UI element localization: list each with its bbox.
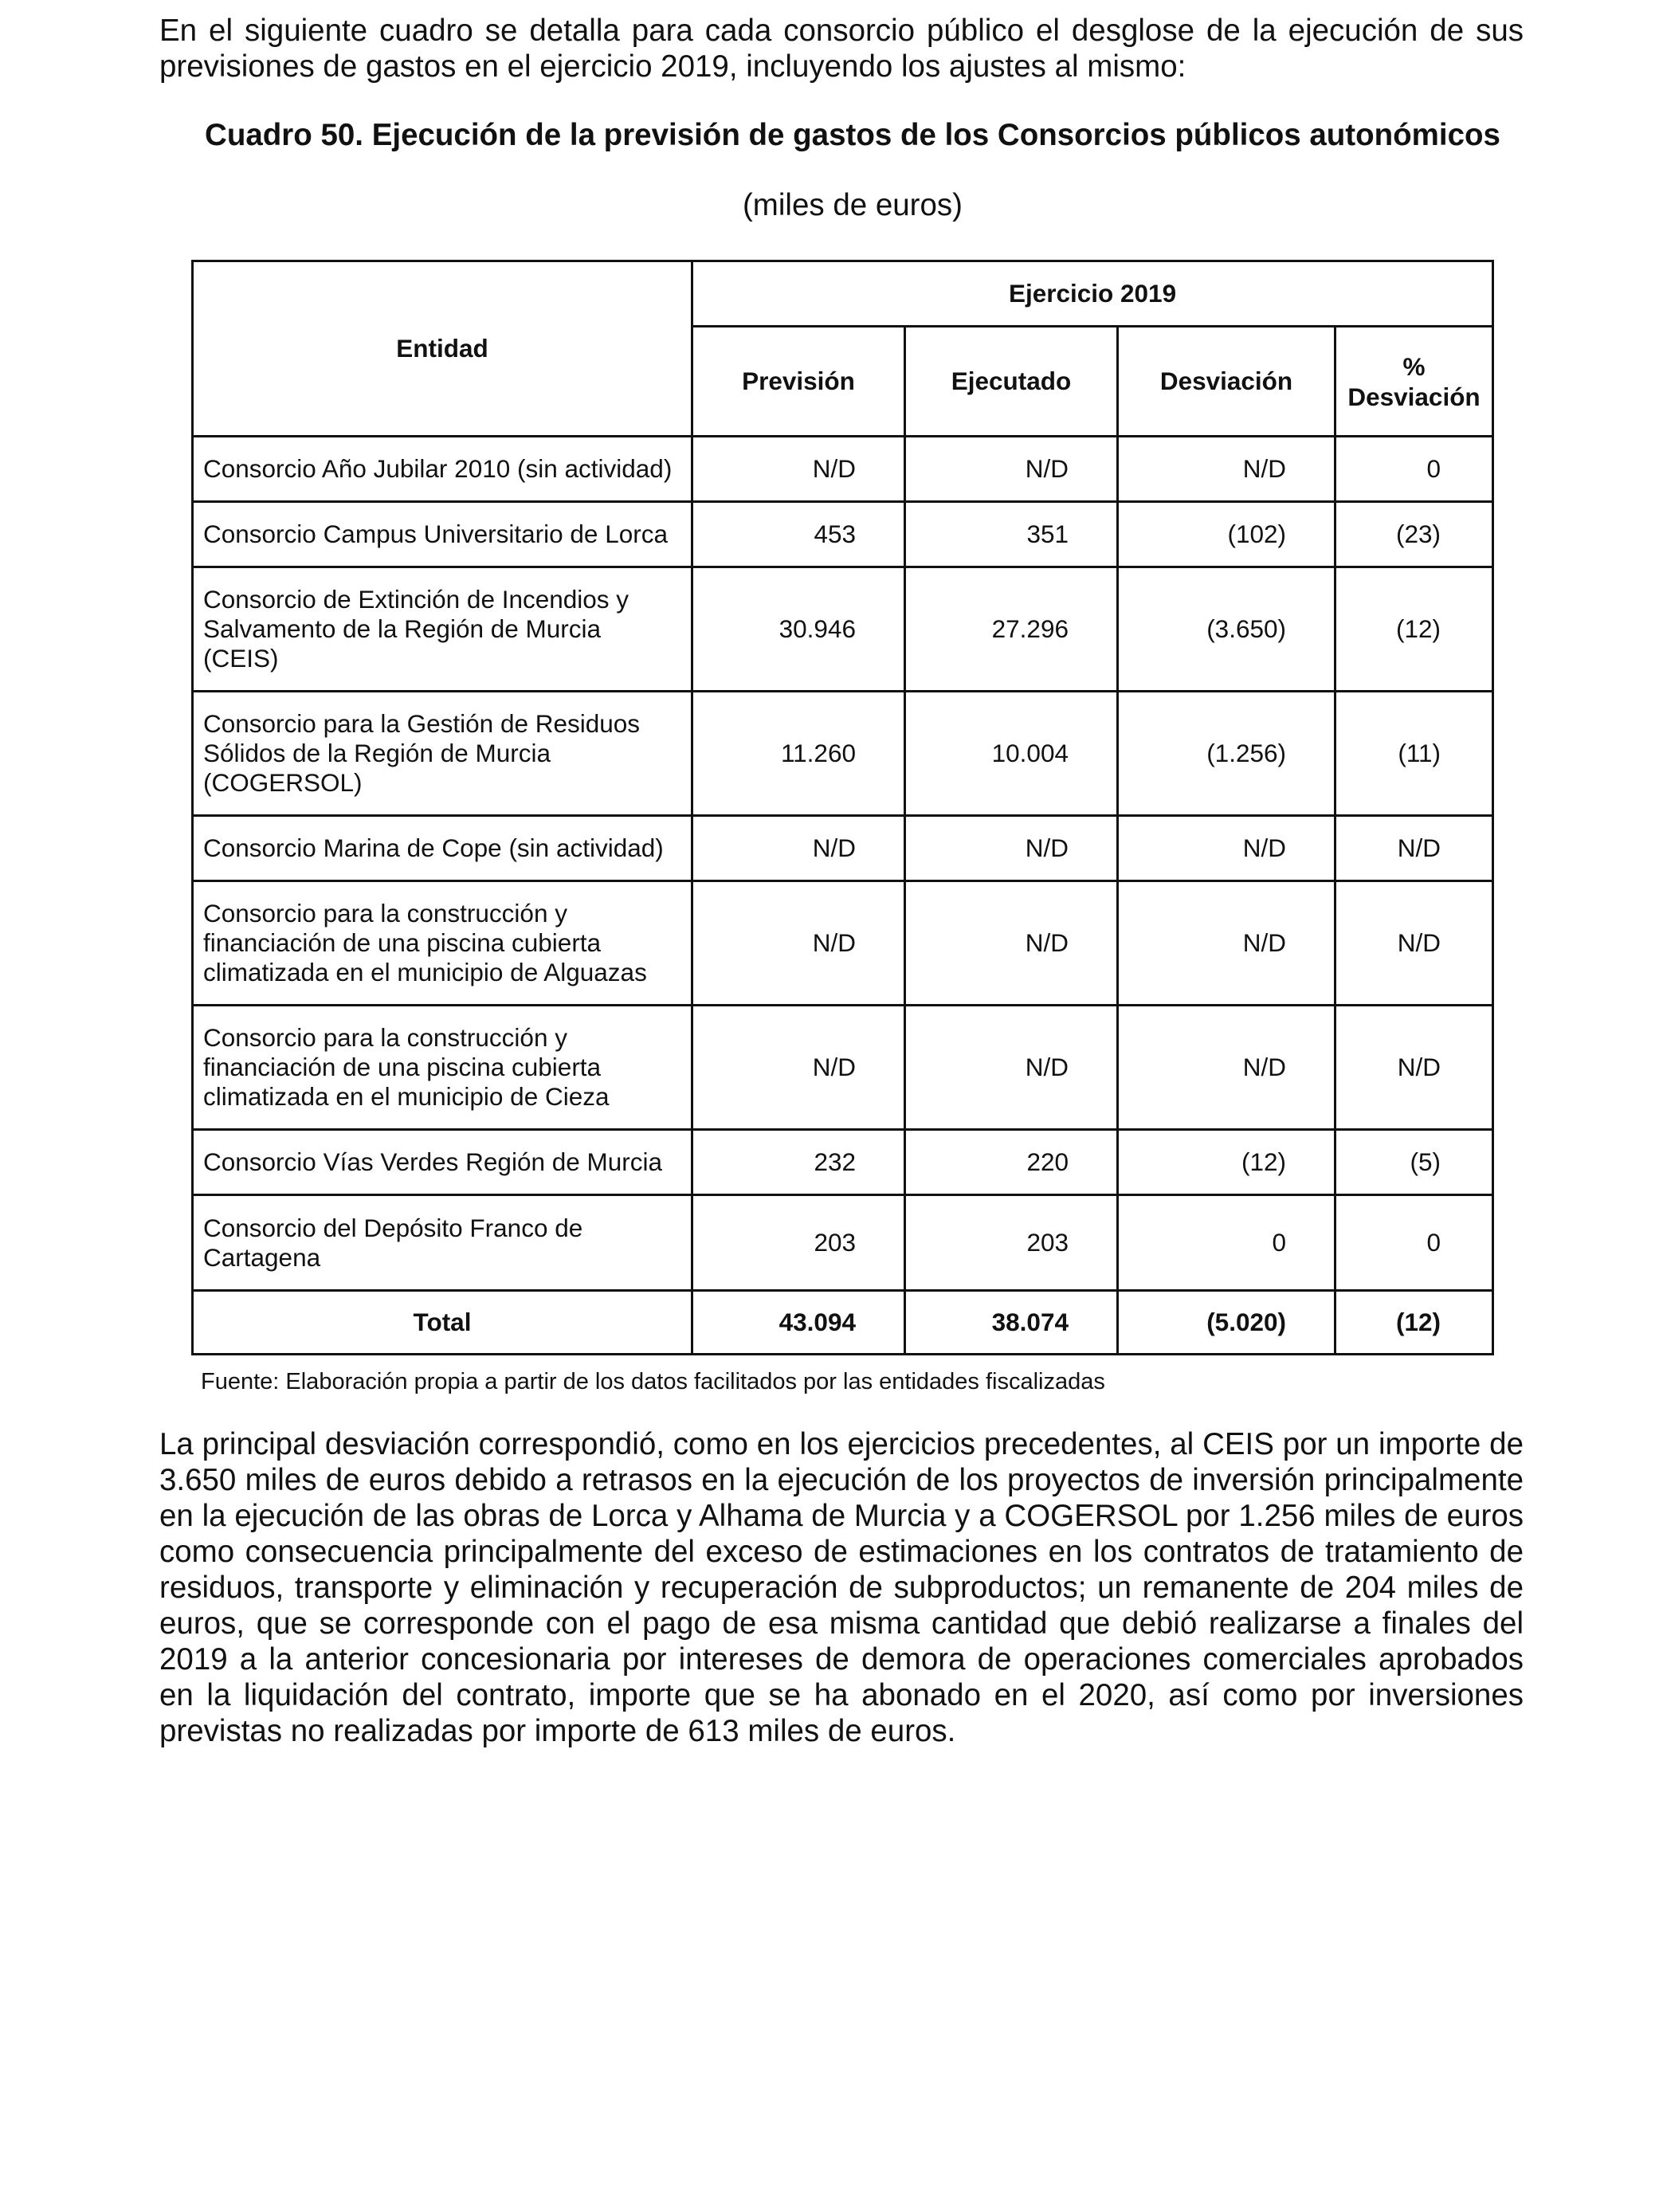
cell-entity: Consorcio de Extinción de Incendios y Salvamento de la Región de Murcia (CEIS) <box>193 567 692 692</box>
cell-desviacion: (3.650) <box>1118 567 1335 692</box>
cell-entity: Consorcio para la Gestión de Residuos Sólidos de la Región de Murcia (COGERSOL) <box>193 692 692 816</box>
cell-prevision: 203 <box>692 1195 905 1291</box>
table-row <box>193 1130 1493 1195</box>
cell-entity: Consorcio para la construcción y financiación de una piscina cubierta climatizada en el municipio de Alguazas <box>193 881 692 1006</box>
cell-prevision: N/D <box>692 437 905 502</box>
cell-pct-desviacion: (5) <box>1335 1130 1493 1195</box>
cell-ejecutado: 27.296 <box>905 567 1118 692</box>
total-label: Total <box>193 1291 692 1355</box>
source-note: Fuente: Elaboración propia a partir de los datos facilitados por las entidades fiscalizadas <box>201 1369 1105 1394</box>
cell-desviacion: N/D <box>1118 1006 1335 1130</box>
total-ejecutado: 38.074 <box>905 1291 1118 1355</box>
header-ejecutado: Ejecutado <box>905 327 1118 437</box>
cell-desviacion: N/D <box>1118 816 1335 881</box>
cell-ejecutado: N/D <box>905 816 1118 881</box>
total-pct-desviacion: (12) <box>1335 1291 1493 1355</box>
total-prevision: 43.094 <box>692 1291 905 1355</box>
table-row <box>193 816 1493 881</box>
cell-pct-desviacion: (23) <box>1335 502 1493 567</box>
cell-entity: Consorcio Campus Universitario de Lorca <box>193 502 692 567</box>
header-pct-desviacion <box>1335 327 1493 437</box>
cell-pct-desviacion: N/D <box>1335 1006 1493 1130</box>
header-prevision: Previsión <box>692 327 905 437</box>
cell-desviacion: N/D <box>1118 881 1335 1006</box>
table-row <box>193 881 1493 1006</box>
cell-ejecutado: N/D <box>905 881 1118 1006</box>
cell-prevision: 232 <box>692 1130 905 1195</box>
cell-ejecutado: N/D <box>905 437 1118 502</box>
header-desviacion: Desviación <box>1118 327 1335 437</box>
cell-pct-desviacion: 0 <box>1335 437 1493 502</box>
cell-desviacion: (12) <box>1118 1130 1335 1195</box>
header-year-group: Ejercicio 2019 <box>692 261 1493 327</box>
cell-pct-desviacion: N/D <box>1335 881 1493 1006</box>
table-total-row <box>193 1291 1493 1355</box>
cell-desviacion: (1.256) <box>1118 692 1335 816</box>
cell-ejecutado: 220 <box>905 1130 1118 1195</box>
header-pct-symbol: % <box>1402 351 1426 381</box>
cell-entity: Consorcio Marina de Cope (sin actividad) <box>193 816 692 881</box>
cell-ejecutado: 203 <box>905 1195 1118 1291</box>
header-entity: Entidad <box>193 261 692 437</box>
intro-paragraph: En el siguiente cuadro se detalla para cada consorcio público el desglose de la ejecución de sus previsiones de gastos en el ejercicio 2019, incluyendo los ajustes al mismo: <box>159 14 1524 84</box>
table-body <box>193 437 1493 1355</box>
cell-prevision: N/D <box>692 816 905 881</box>
cell-prevision: 453 <box>692 502 905 567</box>
cell-desviacion: 0 <box>1118 1195 1335 1291</box>
cell-desviacion: (102) <box>1118 502 1335 567</box>
cell-pct-desviacion: (11) <box>1335 692 1493 816</box>
body-paragraph: La principal desviación correspondió, como en los ejercicios precedentes, al CEIS por un importe de 3.650 miles de euros debido a retrasos en la ejecución de los proyectos de inversión principalmente en la ejecución de las obras de Lorca y Alhama de Murcia y a COGERSOL por 1.256 miles de euros como consecuencia principalmente del exceso de estimaciones en los contratos de tratamiento de residuos, transporte y eliminación y recuperación de subproductos; un remanente de 204 miles de euros, que se corresponde con el pago de esa misma cantidad que debió realizarse a finales del 2019 a la anterior concesionaria por intereses de demora de operaciones comerciales aprobados en la liquidación del contrato, importe que se ha abonado en el 2020, así como por inversiones previstas no realizadas por importe de 613 miles de euros. <box>159 1427 1524 1748</box>
cell-ejecutado: N/D <box>905 1006 1118 1130</box>
table-row <box>193 1195 1493 1291</box>
cell-prevision: 11.260 <box>692 692 905 816</box>
cell-prevision: N/D <box>692 1006 905 1130</box>
total-desviacion: (5.020) <box>1118 1291 1335 1355</box>
cell-pct-desviacion: 0 <box>1335 1195 1493 1291</box>
cell-entity: Consorcio Año Jubilar 2010 (sin actividad) <box>193 437 692 502</box>
cell-prevision: N/D <box>692 881 905 1006</box>
cell-desviacion: N/D <box>1118 437 1335 502</box>
cell-entity: Consorcio para la construcción y financiación de una piscina cubierta climatizada en el municipio de Cieza <box>193 1006 692 1130</box>
table-units: (miles de euros) <box>742 188 963 222</box>
cell-entity: Consorcio del Depósito Franco de Cartagena <box>193 1195 692 1291</box>
cell-ejecutado: 351 <box>905 502 1118 567</box>
table-row <box>193 1006 1493 1130</box>
cell-prevision: 30.946 <box>692 567 905 692</box>
header-pct-label: Desviación <box>1347 382 1481 411</box>
expense-execution-table <box>191 260 1494 1355</box>
table-row <box>193 567 1493 692</box>
table-row <box>193 502 1493 567</box>
table-row <box>193 437 1493 502</box>
table-caption: Cuadro 50. Ejecución de la previsión de gastos de los Consorcios públicos autonómicos <box>205 118 1500 152</box>
table-row <box>193 692 1493 816</box>
cell-ejecutado: 10.004 <box>905 692 1118 816</box>
cell-entity: Consorcio Vías Verdes Región de Murcia <box>193 1130 692 1195</box>
cell-pct-desviacion: (12) <box>1335 567 1493 692</box>
cell-pct-desviacion: N/D <box>1335 816 1493 881</box>
